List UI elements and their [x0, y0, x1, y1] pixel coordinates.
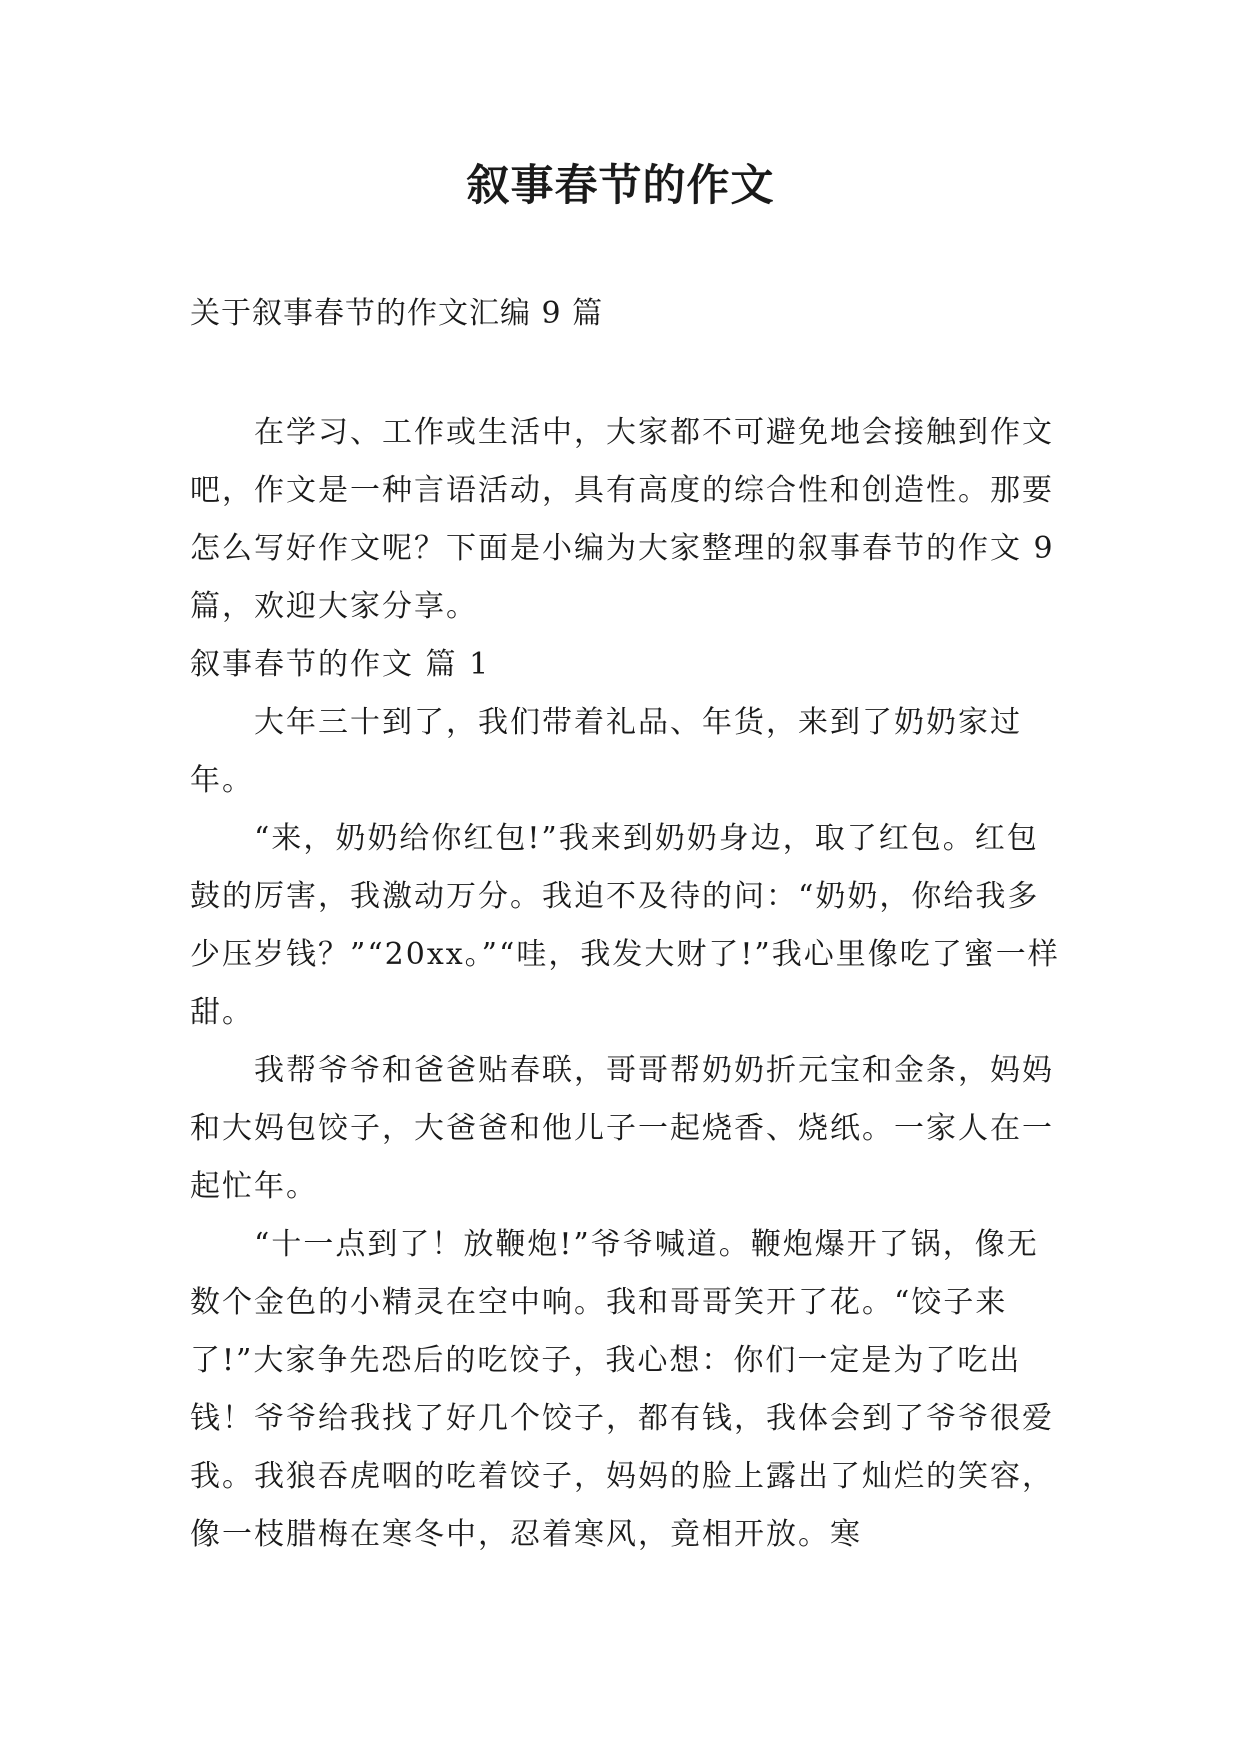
body-paragraph: “来，奶奶给你红包!”我来到奶奶身边，取了红包。红包鼓的厉害，我激动万分。我迫不及待的问：“奶奶，你给我多少压岁钱？”“20xx。”“哇，我发大财了!”我心里像吃了蜜一样甜。: [190, 821, 1060, 1030]
document-title: 叙事春节的作文: [466, 161, 775, 211]
intro-paragraph: 在学习、工作或生活中，大家都不可避免地会接触到作文吧，作文是一种言语活动，具有高度的综合性和创造性。那要怎么写好作文呢？下面是小编为大家整理的叙事春节的作文 9 篇，欢迎大家分享。: [190, 415, 1055, 624]
body-paragraph: 大年三十到了，我们带着礼品、年货，来到了奶奶家过年。: [190, 705, 1022, 798]
document-subtitle: 关于叙事春节的作文汇编 9 篇: [190, 296, 604, 331]
section-heading: 叙事春节的作文 篇 1: [190, 647, 491, 682]
body-paragraph: “十一点到了！放鞭炮!”爷爷喊道。鞭炮爆开了锅，像无数个金色的小精灵在空中响。我和哥哥笑开了花。“饺子来了!”大家争先恐后的吃饺子，我心想：你们一定是为了吃出钱！爷爷给我找了好几个饺子，都有钱，我体会到了爷爷很爱我。我狼吞虎咽的吃着饺子，妈妈的脸上露出了灿烂的笑容，像一枝腊梅在寒冬中，忍着寒风，竟相开放。寒: [190, 1227, 1054, 1552]
body-paragraph: 我帮爷爷和爸爸贴春联，哥哥帮奶奶折元宝和金条，妈妈和大妈包饺子，大爸爸和他儿子一起烧香、烧纸。一家人在一起忙年。: [190, 1053, 1054, 1204]
document-body: [190, 404, 1060, 1564]
